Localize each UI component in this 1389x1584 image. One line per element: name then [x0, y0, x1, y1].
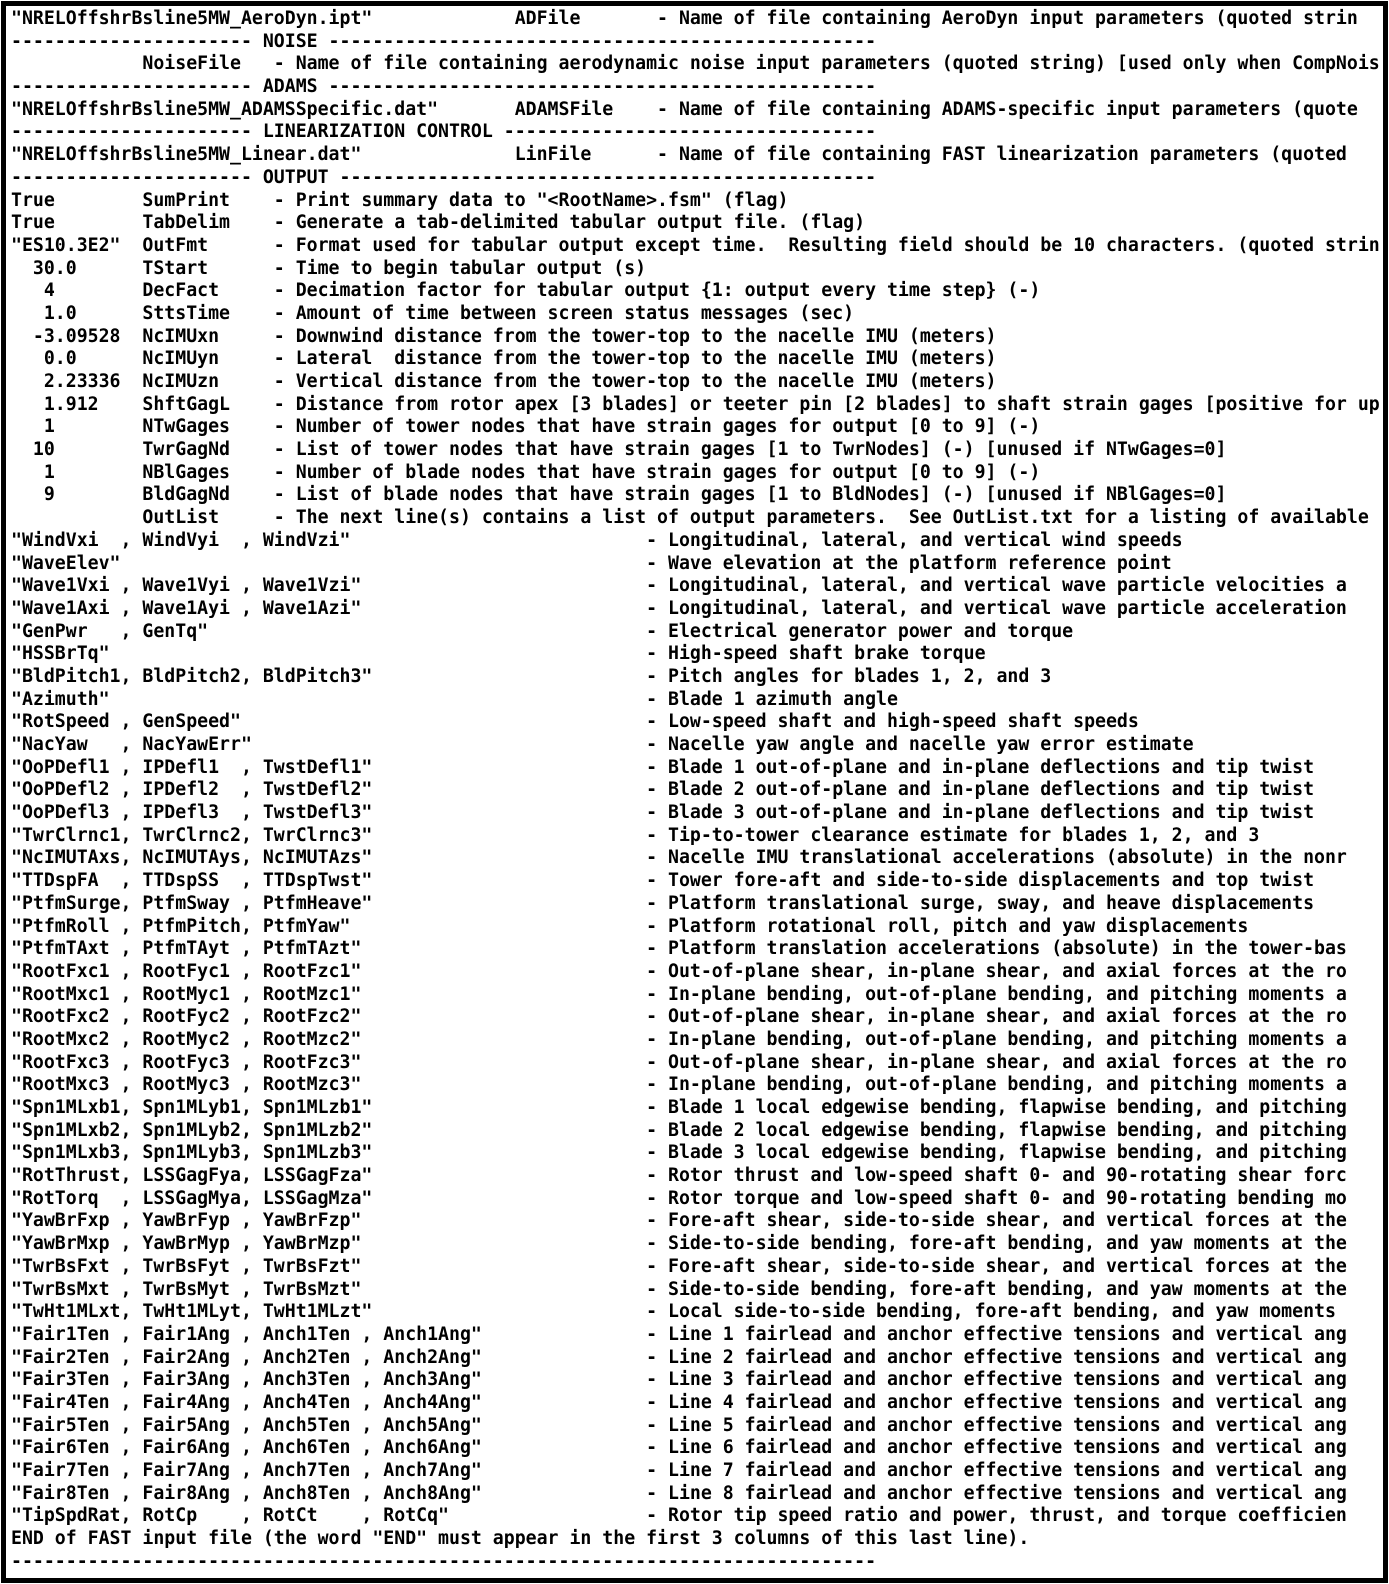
- text-line: "Wave1Axi , Wave1Ayi , Wave1Azi" - Longitudinal, lateral, and vertical wave particle acceleration: [11, 597, 1347, 619]
- text-line: "OoPDefl3 , IPDefl3 , TwstDefl3" - Blade 3 out-of-plane and in-plane deflections and tip twist: [11, 802, 1315, 824]
- text-line: "Fair1Ten , Fair1Ang , Anch1Ten , Anch1Ang" - Line 1 fairlead and anchor effective tensions and vertical ang: [11, 1323, 1347, 1345]
- text-line: "RotTorq , LSSGagMya, LSSGagMza" - Rotor torque and low-speed shaft 0- and 90-rotating bending mo: [11, 1187, 1347, 1209]
- text-line: 4 DecFact - Decimation factor for tabular output {1: output every time step} (-): [11, 280, 1041, 302]
- text-line: "Fair5Ten , Fair5Ang , Anch5Ten , Anch5Ang" - Line 5 fairlead and anchor effective tensions and vertical ang: [11, 1414, 1347, 1436]
- text-line: "PtfmSurge, PtfmSway , PtfmHeave" - Platform translational surge, sway, and heave displacements: [11, 892, 1315, 914]
- text-line: True SumPrint - Print summary data to "<RootName>.fsm" (flag): [11, 189, 789, 211]
- text-line: "Fair7Ten , Fair7Ang , Anch7Ten , Anch7Ang" - Line 7 fairlead and anchor effective tensions and vertical ang: [11, 1460, 1347, 1481]
- text-line: "RootMxc1 , RootMyc1 , RootMzc1" - In-plane bending, out-of-plane bending, and pitching moments a: [11, 983, 1347, 1005]
- text-line: "TwrBsMxt , TwrBsMyt , TwrBsMzt" - Side-to-side bending, fore-aft bending, and yaw moments at the: [11, 1278, 1347, 1300]
- text-line: ---------------------- ADAMS --------------------------------------------------: [11, 76, 877, 98]
- text-line: NoiseFile - Name of file containing aerodynamic noise input parameters (quoted string) [used only when CompNois: [11, 53, 1380, 75]
- text-line: "NRELOffshrBsline5MW_Linear.dat" LinFile - Name of file containing FAST linearization parameters (quoted: [11, 144, 1347, 166]
- text-line: "WindVxi , WindVyi , WindVzi" - Longitudinal, lateral, and vertical wind speeds: [11, 529, 1183, 551]
- text-line: "TwrClrnc1, TwrClrnc2, TwrClrnc3" - Tip-to-tower clearance estimate for blades 1, 2, and 3: [11, 824, 1260, 846]
- text-line: "RotSpeed , GenSpeed" - Low-speed shaft and high-speed shaft speeds: [11, 711, 1139, 733]
- text-line: "NcIMUTAxs, NcIMUTAys, NcIMUTAzs" - Nacelle IMU translational accelerations (absolute) in the nonr: [11, 847, 1347, 869]
- text-line: "TipSpdRat, RotCp , RotCt , RotCq" - Rotor tip speed ratio and power, thrust, and torque coefficien: [11, 1505, 1347, 1527]
- text-line: 1.912 ShftGagL - Distance from rotor apex [3 blades] or teeter pin [2 blades] to shaft strain gages [positive for up: [11, 393, 1380, 415]
- text-line: "RootMxc3 , RootMyc3 , RootMzc3" - In-plane bending, out-of-plane bending, and pitching moments a: [11, 1074, 1347, 1096]
- text-line: -3.09528 NcIMUxn - Downwind distance from the tower-top to the nacelle IMU (meters): [11, 325, 997, 347]
- text-line: END of FAST input file (the word "END" must appear in the first 3 columns of this last line).: [11, 1528, 1030, 1550]
- text-line: "Spn1MLxb1, Spn1MLyb1, Spn1MLzb1" - Blade 1 local edgewise bending, flapwise bending, and pitching: [11, 1097, 1347, 1118]
- text-line: "Fair6Ten , Fair6Ang , Anch6Ten , Anch6Ang" - Line 6 fairlead and anchor effective tensions and vertical ang: [11, 1437, 1347, 1459]
- text-line: 30.0 TStart - Time to begin tabular output (s): [11, 257, 647, 279]
- text-line: "GenPwr , GenTq" - Electrical generator power and torque: [11, 620, 1074, 642]
- text-line: "WaveElev" - Wave elevation at the platform reference point: [11, 552, 1172, 574]
- text-line: "Fair8Ten , Fair8Ang , Anch8Ten , Anch8Ang" - Line 8 fairlead and anchor effective tensions and vertical ang: [11, 1482, 1347, 1504]
- text-line: True TabDelim - Generate a tab-delimited tabular output file. (flag): [11, 212, 866, 234]
- text-line: "ES10.3E2" OutFmt - Format used for tabular output except time. Resulting field should be 10 characters. (quoted strin: [11, 234, 1380, 256]
- text-line: "Wave1Vxi , Wave1Vyi , Wave1Vzi" - Longitudinal, lateral, and vertical wave particle velocities a: [11, 575, 1347, 597]
- text-line: "RootFxc1 , RootFyc1 , RootFzc1" - Out-of-plane shear, in-plane shear, and axial forces at the ro: [11, 960, 1347, 982]
- text-line: "PtfmRoll , PtfmPitch, PtfmYaw" - Platform rotational roll, pitch and yaw displacements: [11, 915, 1249, 937]
- text-line: ---------------------- LINEARIZATION CONTROL ----------------------------------: [11, 121, 877, 143]
- text-line: OutList - The next line(s) contains a list of output parameters. See OutList.txt for a listing of available: [11, 507, 1369, 529]
- text-line: "TwrBsFxt , TwrBsFyt , TwrBsFzt" - Fore-aft shear, side-to-side shear, and vertical forces at the: [11, 1255, 1347, 1277]
- text-line: 9 BldGagNd - List of blade nodes that have strain gages [1 to BldNodes] (-) [unused if NBlGages=0]: [11, 484, 1227, 506]
- text-line: "NRELOffshrBsline5MW_ADAMSSpecific.dat" ADAMSFile - Name of file containing ADAMS-specific input parameters (quote: [11, 98, 1358, 120]
- text-line: "BldPitch1, BldPitch2, BldPitch3" - Pitch angles for blades 1, 2, and 3: [11, 665, 1052, 687]
- text-line: 1.0 SttsTime - Amount of time between screen status messages (sec): [11, 302, 855, 324]
- text-line: "Fair3Ten , Fair3Ang , Anch3Ten , Anch3Ang" - Line 3 fairlead and anchor effective tensions and vertical ang: [11, 1369, 1347, 1391]
- text-line: "TTDspFA , TTDspSS , TTDspTwst" - Tower fore-aft and side-to-side displacements and top twist: [11, 870, 1315, 892]
- text-line: "Spn1MLxb3, Spn1MLyb3, Spn1MLzb3" - Blade 3 local edgewise bending, flapwise bending, and pitching: [11, 1142, 1347, 1164]
- text-line: 2.23336 NcIMUzn - Vertical distance from the tower-top to the nacelle IMU (meters): [11, 371, 997, 392]
- text-line: "OoPDefl1 , IPDefl1 , TwstDefl1" - Blade 1 out-of-plane and in-plane deflections and tip twist: [11, 756, 1315, 778]
- text-line: -------------------------------------------------------------------------------: [11, 1550, 877, 1572]
- text-line: "NRELOffshrBsline5MW_AeroDyn.ipt" ADFile - Name of file containing AeroDyn input parameters (quoted strin: [11, 8, 1358, 29]
- file-text: [11, 8, 1383, 1573]
- text-line: 1 NBlGages - Number of blade nodes that have strain gages for output [0 to 9] (-): [11, 461, 1041, 483]
- text-line: ---------------------- NOISE --------------------------------------------------: [11, 30, 877, 52]
- text-line: "YawBrFxp , YawBrFyp , YawBrFzp" - Fore-aft shear, side-to-side shear, and vertical forces at the: [11, 1210, 1347, 1232]
- text-line: "TwHt1MLxt, TwHt1MLyt, TwHt1MLzt" - Local side-to-side bending, fore-aft bending, and yaw moments: [11, 1301, 1336, 1323]
- text-line: "Spn1MLxb2, Spn1MLyb2, Spn1MLzb2" - Blade 2 local edgewise bending, flapwise bending, and pitching: [11, 1119, 1347, 1141]
- text-line: "RootFxc2 , RootFyc2 , RootFzc2" - Out-of-plane shear, in-plane shear, and axial forces at the ro: [11, 1006, 1347, 1028]
- text-line: "RootMxc2 , RootMyc2 , RootMzc2" - In-plane bending, out-of-plane bending, and pitching moments a: [11, 1028, 1347, 1050]
- text-line: "PtfmTAxt , PtfmTAyt , PtfmTAzt" - Platform translation accelerations (absolute) in the tower-bas: [11, 938, 1347, 960]
- text-line: 0.0 NcIMUyn - Lateral distance from the tower-top to the nacelle IMU (meters): [11, 348, 997, 370]
- text-line: 10 TwrGagNd - List of tower nodes that have strain gages [1 to TwrNodes] (-) [unused if NTwGages=0]: [11, 439, 1227, 461]
- text-line: 1 NTwGages - Number of tower nodes that have strain gages for output [0 to 9] (-): [11, 416, 1041, 438]
- text-line: "RotThrust, LSSGagFya, LSSGagFza" - Rotor thrust and low-speed shaft 0- and 90-rotating shear forc: [11, 1165, 1347, 1187]
- fast-input-file-page: [1, 1, 1388, 1583]
- text-line: "NacYaw , NacYawErr" - Nacelle yaw angle and nacelle yaw error estimate: [11, 734, 1194, 755]
- text-line: ---------------------- OUTPUT -------------------------------------------------: [11, 166, 877, 188]
- text-line: "OoPDefl2 , IPDefl2 , TwstDefl2" - Blade 2 out-of-plane and in-plane deflections and tip twist: [11, 779, 1315, 801]
- text-line: "YawBrMxp , YawBrMyp , YawBrMzp" - Side-to-side bending, fore-aft bending, and yaw moments at the: [11, 1233, 1347, 1255]
- text-line: "Azimuth" - Blade 1 azimuth angle: [11, 688, 898, 710]
- text-line: "Fair2Ten , Fair2Ang , Anch2Ten , Anch2Ang" - Line 2 fairlead and anchor effective tensions and vertical ang: [11, 1346, 1347, 1368]
- text-line: "Fair4Ten , Fair4Ang , Anch4Ten , Anch4Ang" - Line 4 fairlead and anchor effective tensions and vertical ang: [11, 1391, 1347, 1413]
- text-line: "RootFxc3 , RootFyc3 , RootFzc3" - Out-of-plane shear, in-plane shear, and axial forces at the ro: [11, 1051, 1347, 1073]
- text-line: "HSSBrTq" - High-speed shaft brake torque: [11, 643, 986, 665]
